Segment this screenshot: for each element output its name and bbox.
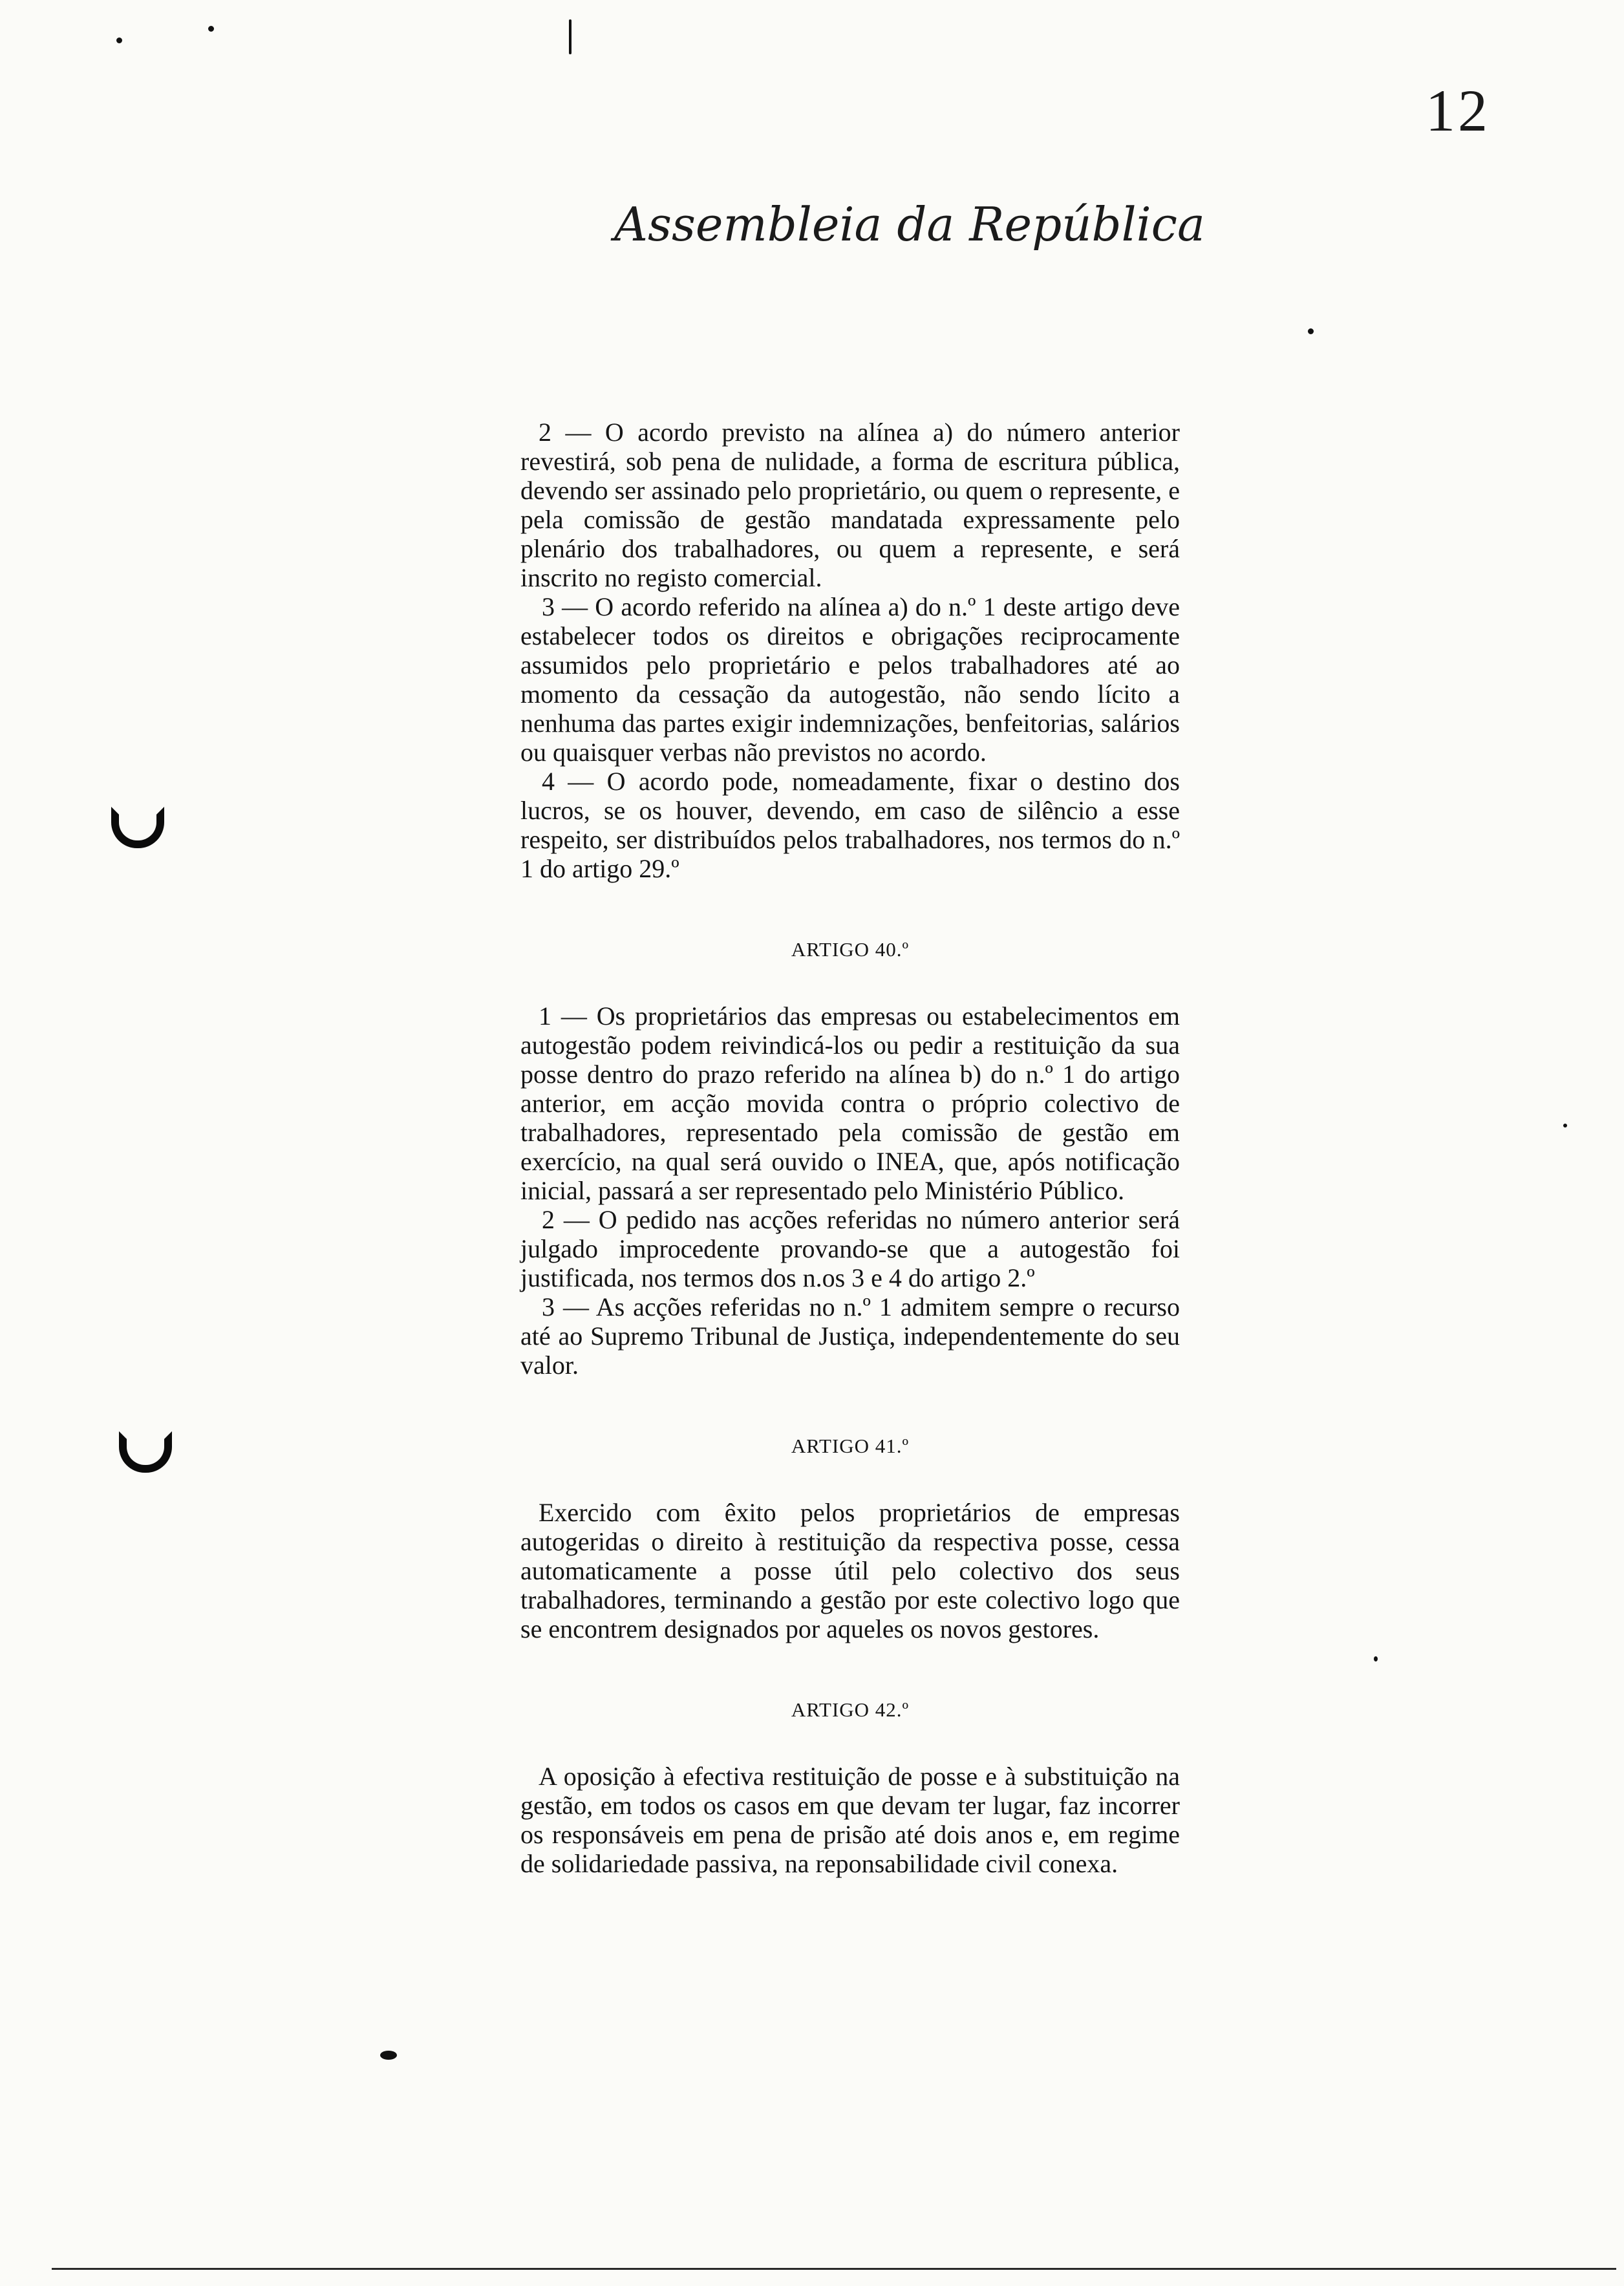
- scan-speck: [1374, 1656, 1378, 1661]
- paragraph-4: 4 — O acordo pode, nomeadamente, fixar o destino dos lucros, se os houver, devendo, em caso de silêncio a esse respeito, ser distribuídos pelos trabalhadores, nos termos do n.º 1 do artigo 29.º: [520, 767, 1180, 883]
- article-42-heading: ARTIGO 42.º: [791, 1698, 910, 1721]
- punch-hole-mark: [111, 807, 164, 848]
- page-number: 12: [1426, 78, 1490, 144]
- document-body: [520, 418, 1180, 1878]
- scan-speck: [569, 19, 572, 54]
- scan-speck: [1563, 1124, 1567, 1127]
- punch-hole-mark: [119, 1431, 172, 1473]
- article-40-paragraph-1: 1 — Os proprietários das empresas ou estabelecimentos em autogestão podem reivindicá-los ou pedir a restituição da sua posse dentro do prazo referido na alínea b) do n.º 1 do artigo anterior, em acção movida contra o próprio colectivo de trabalhadores, representado pela comissão de gestão em exercício, na qual será ouvido o INEA, que, após notificação inicial, passará a ser representado pelo Ministério Público.: [520, 1001, 1180, 1205]
- article-40-paragraph-3: 3 — As acções referidas no n.º 1 admitem sempre o recurso até ao Supremo Tribunal de Justiça, independentemente do seu valor.: [520, 1292, 1180, 1380]
- letterhead-script: [614, 189, 1205, 260]
- article-42-paragraph: A oposição à efectiva restituição de posse e à substituição na gestão, em todos os casos em que devam ter lugar, faz incorrer os responsáveis em pena de prisão até dois anos e, em regime de solidariedade passiva, na reponsabilidade civil conexa.: [520, 1762, 1180, 1878]
- scan-speck: [1308, 328, 1314, 334]
- article-41-paragraph: Exercido com êxito pelos proprietários de empresas autogeridas o direito à restituição da respectiva posse, cessa automaticamente a posse útil pelo colectivo dos seus trabalhadores, terminando a gestão por este colectivo logo que se encontrem designados por aqueles os novos gestores.: [520, 1498, 1180, 1643]
- bottom-edge-line: [52, 2268, 1616, 2270]
- scan-speck: [208, 26, 214, 32]
- article-41-heading: ARTIGO 41.º: [791, 1435, 910, 1457]
- scan-speck: [116, 37, 122, 43]
- article-40-paragraph-2: 2 — O pedido nas acções referidas no número anterior será julgado improcedente provando-se que a autogestão foi justificada, nos termos dos n.os 3 e 4 do artigo 2.º: [520, 1205, 1180, 1292]
- scan-speck: [380, 2051, 397, 2060]
- paragraph-2: 2 — O acordo previsto na alínea a) do número anterior revestirá, sob pena de nulidade, a forma de escritura pública, devendo ser assinado pelo proprietário, ou quem o represente, e pela comissão de gestão mandatada expressamente pelo plenário dos trabalhadores, ou quem a represente, e será inscrito no registo comercial.: [520, 418, 1180, 592]
- article-40-heading: ARTIGO 40.º: [791, 938, 910, 961]
- letterhead-text: Assembleia da República: [614, 197, 1205, 251]
- paragraph-3: 3 — O acordo referido na alínea a) do n.º 1 deste artigo deve estabelecer todos os direitos e obrigações reciprocamente assumidos pelo proprietário e pelos trabalhadores até ao momento da cessação da autogestão, não sendo lícito a nenhuma das partes exigir indemnizações, benfeitorias, salários ou quaisquer verbas não previstos no acordo.: [520, 592, 1180, 767]
